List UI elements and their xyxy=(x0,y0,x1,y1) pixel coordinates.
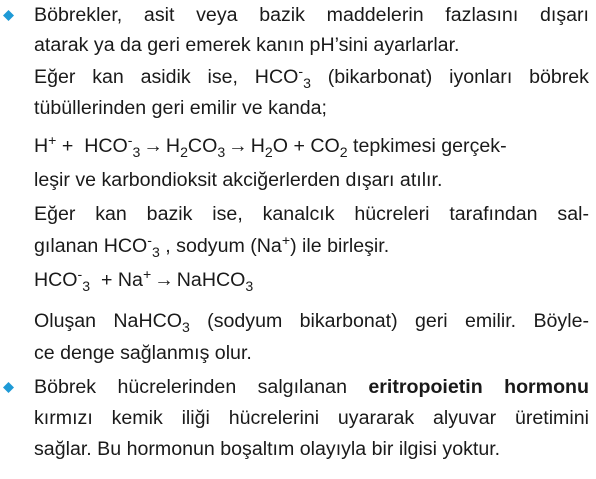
formula-sodium-bicarbonate: NaHCO$_3$ xyxy=(176,269,254,295)
paragraph-1-line-4: tübüllerinden geri emilir ve kanda; xyxy=(34,97,327,119)
diamond-bullet-icon xyxy=(3,382,14,393)
paragraph-2-line-2: kırmızı kemik iliği hücrelerini uyararak alyuvar üretimini xyxy=(34,407,589,429)
superscript-charge: - xyxy=(147,231,152,248)
reaction-arrow-icon: → xyxy=(228,135,248,157)
text-fragment: , sodyum (Na xyxy=(159,235,282,257)
plus-sign: + xyxy=(56,135,79,157)
subscript-number: 3 xyxy=(182,319,190,336)
text-fragment: gılanan HCO xyxy=(34,235,148,257)
text-fragment: Oluşan NaHCO xyxy=(34,310,182,332)
text-fragment: (bikarbonat) iyonları böbrek xyxy=(310,66,589,88)
paragraph-1-line-1: Böbrekler, asit veya bazik maddelerin fazlasını dışarı xyxy=(34,4,589,26)
formula-bicarbonate: $HCO^-_3$ xyxy=(84,131,141,161)
text-fragment: tepkimesi gerçek- xyxy=(347,135,507,157)
subscript-number: 3 xyxy=(151,244,160,261)
chemical-equation-2 xyxy=(34,265,589,295)
paragraph-1-line-3 xyxy=(34,62,589,92)
chemical-equation-1 xyxy=(34,131,589,161)
paragraph-1-line-8 xyxy=(34,231,589,261)
subscript-number: 3 xyxy=(303,75,311,92)
paragraph-1-line-6: leşir ve karbondioksit akciğerlerden dışarı atılır. xyxy=(34,169,443,191)
formula-bicarbonate: $HCO^-_3$ xyxy=(34,265,91,295)
paragraph-1-line-7: Eğer kan bazik ise, kanalcık hücreleri tarafından sal- xyxy=(34,203,589,225)
paragraph-1-line-11: ce denge sağlanmış olur. xyxy=(34,342,252,364)
paragraph-2-line-3: sağlar. Bu hormonun boşaltım olayıyla bir ilgisi yoktur. xyxy=(34,438,501,460)
formula-carbonic-acid: $H_2CO_3$ xyxy=(165,135,226,161)
superscript-charge: - xyxy=(298,62,304,79)
diamond-bullet-icon xyxy=(3,10,14,21)
paragraph-1-line-10 xyxy=(34,306,589,336)
paragraph-1-line-2: atarak ya da geri emerek kanın pH’sini ayarlarlar. xyxy=(34,34,460,56)
superscript-charge: + xyxy=(281,231,291,248)
text-fragment: Böbrek hücrelerinden salgılanan xyxy=(34,376,369,398)
text-fragment: (sodyum bikarbonat) geri emilir. Böyle- xyxy=(189,310,589,332)
paragraph-2-line-1 xyxy=(34,372,589,402)
bold-term: eritropoietin hormonu xyxy=(368,376,589,398)
formula-hydrogen-ion: H+ xyxy=(34,131,57,157)
text-fragment: Eğer kan asidik ise, HCO xyxy=(34,66,299,88)
text-fragment: ) ile birleşir. xyxy=(290,235,390,257)
formula-water-co2: $H_2O + CO_2$ xyxy=(250,135,348,161)
reaction-arrow-icon: → xyxy=(154,269,174,291)
formula-sodium-ion: + Na+ xyxy=(90,265,152,291)
reaction-arrow-icon: → xyxy=(143,135,163,157)
